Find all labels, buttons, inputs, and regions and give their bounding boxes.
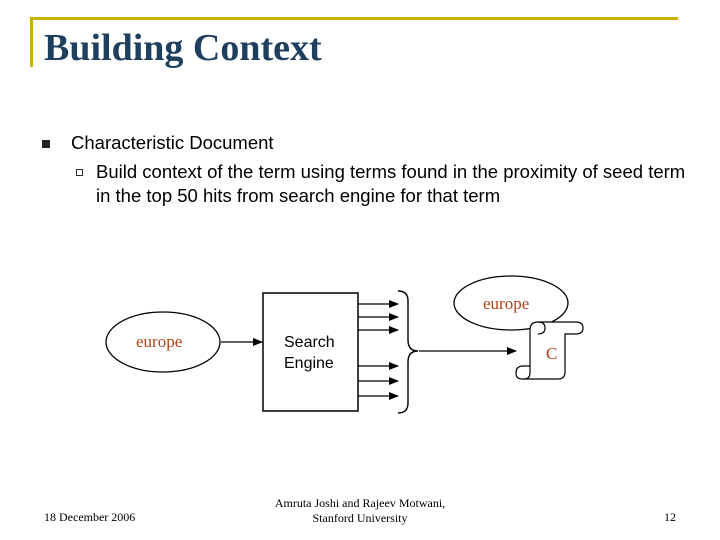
document-c-label: C: [546, 344, 558, 363]
result-arrows: [358, 304, 398, 396]
footer-page-number: 12: [664, 510, 676, 524]
output-term-label: europe: [483, 294, 530, 313]
footer-date: 18 December 2006: [44, 510, 136, 524]
results-brace: [398, 291, 418, 413]
slide-title: Building Context: [44, 27, 322, 69]
sub-bullet-build-context: Build context of the term using terms found in the proximity of seed term in the top 50 hits from search engine for that term: [96, 161, 686, 206]
search-engine-label: Search Engine: [284, 334, 335, 372]
bullet-characteristic-document: Characteristic Document: [71, 132, 274, 153]
footer-authors: Amruta Joshi and Rajeev Motwani, Stanford University: [274, 496, 446, 525]
input-term-label: europe: [136, 332, 183, 351]
